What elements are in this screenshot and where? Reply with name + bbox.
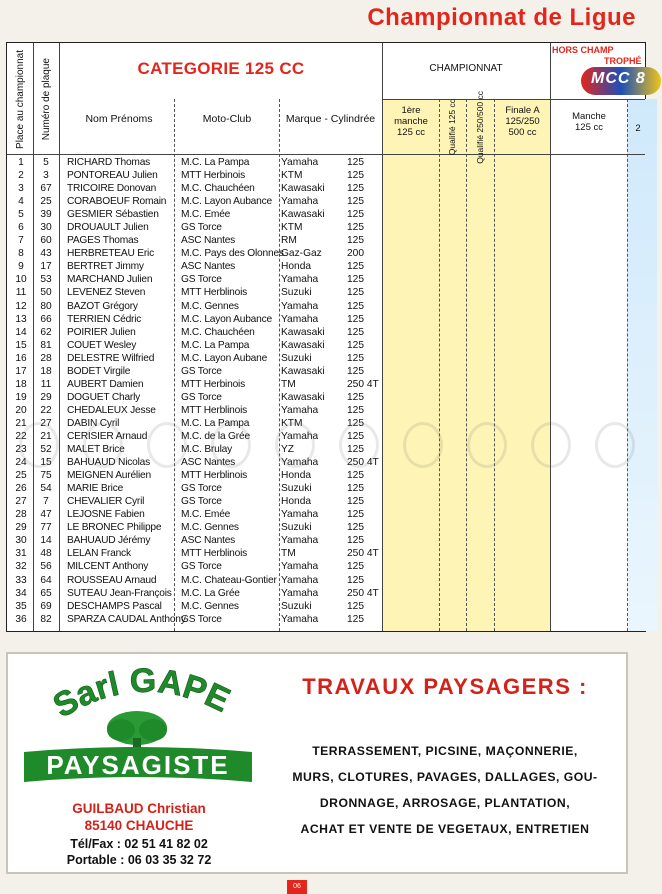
paysagiste-banner [20,742,256,786]
svg-text:PAYSAGISTE: PAYSAGISTE [46,750,230,780]
cylinder-cell: 125 [347,522,364,534]
place-cell: 14 [15,326,27,338]
club-cell: M.C. Layon Aubane [181,352,268,364]
page-title: Championnat de Ligue [367,4,636,31]
championnat-header: CHAMPIONNAT [429,63,503,74]
rider-name: CORABOEUF Romain [67,196,167,208]
brand-cell: Yamaha [281,404,319,416]
plate-cell: 17 [40,261,52,273]
club-cell: M.C. Emée [181,209,231,221]
cylinder-cell: 125 [347,561,364,573]
plate-cell: 75 [40,470,52,482]
rider-name: COUET Wesley [67,339,137,351]
club-cell: M.C. La Pampa [181,417,250,429]
table-row [7,339,647,352]
place-cell: 20 [15,404,27,416]
plate-cell: 29 [40,391,52,403]
plate-cell: 30 [40,222,52,234]
place-cell: 27 [15,496,27,508]
plate-cell: 3 [43,170,49,182]
rider-name: DROUAULT Julien [67,222,149,234]
plate-cell: 21 [40,430,52,442]
club-cell: GS Torce [181,613,222,625]
plate-cell: 56 [40,561,52,573]
table-row [7,352,647,365]
club-cell: M.C. Chauchéen [181,183,255,195]
club-cell: M.C. La Grée [181,587,240,599]
last-column-header: 2 [635,123,641,134]
place-cell: 25 [15,470,27,482]
brand-cell: KTM [281,222,303,234]
rider-name: LE BRONEC Philippe [67,522,162,534]
place-cell: 36 [15,613,27,625]
place-cell: 6 [18,222,24,234]
table-row [7,508,647,521]
place-cell: 24 [15,457,27,469]
cylinder-cell: 200 [347,248,364,260]
table-row [7,273,647,286]
place-column-header: Place au championnat [14,49,26,149]
club-cell: M.C. Brulay [181,444,233,456]
brand-column-header: Marque - Cylindrée [285,113,376,125]
service-line: MURS, CLOTURES, PAVAGES, DALLAGES, GOU- [292,770,598,784]
contact-numbers: Tél/Fax : 02 51 41 82 02 Portable : 06 03 35 32 72 [66,837,212,867]
brand-cell: Kawasaki [281,209,325,221]
club-cell: ASC Nantes [181,235,236,247]
place-cell: 5 [18,209,24,221]
brand-cell: Honda [281,470,312,482]
owner-info: GUILBAUD Christian 85140 CHAUCHE [72,801,206,833]
qualifie-125-header: Qualifié 125 cc [447,98,457,156]
rider-name: GESMIER Sébastien [67,209,159,221]
table-row [7,613,647,626]
plate-cell: 81 [40,339,52,351]
plate-cell: 48 [40,548,52,560]
club-cell: ASC Nantes [181,457,236,469]
place-cell: 35 [15,600,27,612]
rider-name: LEVENEZ Steven [67,287,146,299]
plate-cell: 11 [40,378,52,390]
rider-name: HERBRETEAU Eric [67,248,155,260]
rider-name: TERRIEN Cédric [67,313,142,325]
brand-cell: Yamaha [281,561,319,573]
rider-name: MALET Brice [67,444,125,456]
rider-name: AUBERT Damien [67,378,144,390]
table-row [7,443,647,456]
services-list [266,738,624,842]
table-row [7,587,647,600]
table-row [7,456,647,469]
brand-cell: RM [281,235,297,247]
place-cell: 31 [15,548,27,560]
rider-name: RICHARD Thomas [67,157,151,168]
club-cell: GS Torce [181,365,222,377]
table-row [7,482,647,495]
cylinder-cell: 125 [347,600,364,612]
table-row [7,156,647,169]
place-cell: 10 [15,274,27,286]
cylinder-cell: 125 [347,170,364,182]
results-table [6,42,646,632]
club-cell: MTT Herblinois [181,548,248,560]
place-cell: 21 [15,417,27,429]
brand-cell: Yamaha [281,313,319,325]
cylinder-cell: 250 4T [347,457,379,469]
table-row [7,417,647,430]
rider-name: SUTEAU Jean-François [67,587,172,599]
rider-name: DABIN Cyril [67,417,120,429]
brand-cell: Suzuki [281,600,312,612]
cylinder-cell: 250 4T [347,587,379,599]
brand-cell: Honda [281,261,312,273]
ad-headline: TRAVAUX PAYSAGERS : [302,674,588,699]
place-cell: 7 [18,235,24,247]
club-cell: M.C. Gennes [181,600,239,612]
brand-cell: Yamaha [281,300,319,312]
plate-cell: 22 [40,404,52,416]
table-row [7,560,647,573]
cylinder-cell: 125 [347,235,364,247]
table-row [7,430,647,443]
place-cell: 1 [18,157,24,168]
cylinder-cell: 125 [347,430,364,442]
rider-name: LEJOSNE Fabien [67,509,145,521]
table-row [7,326,647,339]
brand-cell: Suzuki [281,483,312,495]
table-row [7,534,647,547]
club-cell: MTT Herbinois [181,378,246,390]
cylinder-cell: 125 [347,196,364,208]
club-column-header: Moto-Club [202,113,252,125]
cylinder-cell: 125 [347,613,364,625]
table-row [7,247,647,260]
table-row [7,182,647,195]
cylinder-cell: 125 [347,574,364,586]
brand-cell: Yamaha [281,574,319,586]
rider-name: PAGES Thomas [67,235,139,247]
plate-cell: 27 [40,417,52,429]
rider-name: BAHUAUD Nicolas [67,457,151,469]
plate-cell: 28 [40,352,52,364]
rider-name: LELAN Franck [67,548,131,560]
rider-name: CHEVALIER Cyril [67,496,145,508]
brand-cell: KTM [281,417,303,429]
plate-cell: 62 [40,326,52,338]
rider-name: BODET Virgile [67,365,131,377]
cylinder-cell: 125 [347,365,364,377]
category-title: CATEGORIE 125 CC [137,59,305,78]
rider-name: TRICOIRE Donovan [67,183,157,195]
brand-cell: Yamaha [281,430,319,442]
brand-cell: Kawasaki [281,326,325,338]
place-cell: 16 [15,352,27,364]
cylinder-cell: 125 [347,535,364,547]
cylinder-cell: 125 [347,339,364,351]
place-cell: 4 [18,196,24,208]
cylinder-cell: 125 [347,274,364,286]
club-cell: M.C. Gennes [181,522,239,534]
brand-cell: Yamaha [281,509,319,521]
plate-cell: 69 [40,600,52,612]
cylinder-cell: 125 [347,470,364,482]
plate-cell: 54 [40,483,52,495]
name-column-header: Nom Prénoms [85,113,153,125]
mcc-logo: MCC 8 [581,67,661,95]
plate-cell: 65 [40,587,52,599]
ad-logo-block [14,660,264,870]
place-cell: 15 [15,339,27,351]
brand-cell: Suzuki [281,352,312,364]
rider-name: DOGUET Charly [67,391,141,403]
club-cell: M.C. La Pampa [181,339,250,351]
svg-text:Sarl GAPE: Sarl GAPE [46,661,236,726]
place-cell: 9 [18,261,24,273]
club-cell: M.C. Layon Aubance [181,313,272,325]
place-cell: 32 [15,561,27,573]
rider-name: DESCHAMPS Pascal [67,600,162,612]
plate-cell: 7 [43,496,49,508]
brand-cell: TM [281,548,296,560]
plate-cell: 82 [40,613,52,625]
club-cell: ASC Nantes [181,535,236,547]
cylinder-cell: 125 [347,391,364,403]
place-cell: 2 [18,170,24,182]
table-row [7,234,647,247]
place-cell: 12 [15,300,27,312]
plate-cell: 25 [40,196,52,208]
cylinder-cell: 125 [347,222,364,234]
place-cell: 22 [15,430,27,442]
rider-name: MILCENT Anthony [67,561,149,573]
cylinder-cell: 125 [347,313,364,325]
manche1-header: 1ère manche 125 cc [394,105,428,138]
club-cell: GS Torce [181,222,222,234]
place-cell: 17 [15,365,27,377]
table-row [7,195,647,208]
place-cell: 29 [15,522,27,534]
plate-cell: 43 [40,248,52,260]
club-cell: M.C. Pays des Olonnes [181,248,284,260]
plate-column-header: Numéro de plaque [40,57,52,141]
brand-cell: KTM [281,170,303,182]
rider-name: BERTRET Jimmy [67,261,144,273]
table-row [7,260,647,273]
advertisement [6,652,628,874]
club-cell: GS Torce [181,561,222,573]
table-row [7,313,647,326]
plate-cell: 67 [40,183,52,195]
rider-name: MEIGNEN Aurélien [67,470,151,482]
place-cell: 18 [15,378,27,390]
brand-cell: Suzuki [281,522,312,534]
cylinder-cell: 125 [347,157,364,168]
plate-cell: 5 [43,157,49,168]
club-cell: MTT Herbinois [181,170,246,182]
brand-cell: Kawasaki [281,183,325,195]
cylinder-cell: 125 [347,300,364,312]
club-cell: M.C. de la Grée [181,430,250,442]
page-number: 06 [287,880,307,894]
results-rows [7,156,647,626]
plate-cell: 14 [40,535,52,547]
cylinder-cell: 125 [347,183,364,195]
brand-cell: TM [281,378,296,390]
plate-cell: 60 [40,235,52,247]
club-cell: M.C. Layon Aubance [181,196,272,208]
cylinder-cell: 125 [347,417,364,429]
plate-cell: 77 [40,522,52,534]
brand-cell: Kawasaki [281,339,325,351]
plate-cell: 15 [40,457,52,469]
rider-name: BAHUAUD Jérémy [67,535,151,547]
service-line: ACHAT ET VENTE DE VEGETAUX, ENTRETIEN [300,822,590,836]
plate-cell: 53 [40,274,52,286]
brand-cell: Gaz-Gaz [281,248,322,260]
table-row [7,391,647,404]
cylinder-cell: 250 4T [347,378,379,390]
place-cell: 13 [15,313,27,325]
table-row [7,169,647,182]
brand-cell: Yamaha [281,196,319,208]
service-line: DRONNAGE, ARROSAGE, PLANTATION, [319,796,571,810]
table-row [7,300,647,313]
club-cell: M.C. Chauchéen [181,326,255,338]
brand-cell: Suzuki [281,287,312,299]
service-line: TERRASSEMENT, PICSINE, MAÇONNERIE, [312,744,578,758]
brand-cell: Yamaha [281,587,319,599]
club-cell: GS Torce [181,483,222,495]
finale-a-header: Finale A 125/250 500 cc [505,105,540,138]
place-cell: 26 [15,483,27,495]
table-row [7,521,647,534]
plate-cell: 66 [40,313,52,325]
club-cell: M.C. La Pampa [181,157,250,168]
table-row [7,469,647,482]
plate-cell: 50 [40,287,52,299]
club-cell: M.C. Emée [181,509,231,521]
plate-cell: 52 [40,444,52,456]
brand-cell: Yamaha [281,274,319,286]
brand-cell: Yamaha [281,535,319,547]
table-row [7,221,647,234]
cylinder-cell: 125 [347,444,364,456]
rider-name: CHEDALEUX Jesse [67,404,156,416]
table-row [7,378,647,391]
club-cell: MTT Herblinois [181,470,248,482]
cylinder-cell: 125 [347,287,364,299]
rider-name: ROUSSEAU Arnaud [67,574,157,586]
place-cell: 19 [15,391,27,403]
club-cell: GS Torce [181,274,222,286]
table-row [7,208,647,221]
plate-cell: 80 [40,300,52,312]
brand-cell: Yamaha [281,157,319,168]
rider-name: MARIE Brice [67,483,124,495]
brand-cell: Yamaha [281,613,319,625]
cylinder-cell: 125 [347,261,364,273]
club-cell: GS Torce [181,496,222,508]
plate-cell: 18 [40,365,52,377]
rider-name: BAZOT Grégory [67,300,138,312]
brand-cell: Honda [281,496,312,508]
qualifie-250-header: Qualifié 250/500 cc [475,90,485,164]
brand-cell: Kawasaki [281,391,325,403]
place-cell: 34 [15,587,27,599]
club-cell: GS Torce [181,391,222,403]
rider-name: MARCHAND Julien [67,274,153,286]
plate-cell: 47 [40,509,52,521]
place-cell: 8 [18,248,24,260]
cylinder-cell: 125 [347,509,364,521]
place-cell: 28 [15,509,27,521]
table-row [7,286,647,299]
plate-cell: 39 [40,209,52,221]
brand-cell: Yamaha [281,457,319,469]
place-cell: 3 [18,183,24,195]
table-row [7,547,647,560]
table-row [7,495,647,508]
cylinder-cell: 125 [347,326,364,338]
table-row [7,600,647,613]
brand-cell: Kawasaki [281,365,325,377]
rider-name: POIRIER Julien [67,326,136,338]
brand-cell: YZ [281,444,295,456]
cylinder-cell: 125 [347,352,364,364]
place-cell: 30 [15,535,27,547]
club-cell: MTT Herblinois [181,404,248,416]
cylinder-cell: 125 [347,209,364,221]
cylinder-cell: 125 [347,496,364,508]
rider-name: PONTOREAU Julien [67,170,158,182]
club-cell: ASC Nantes [181,261,236,273]
place-cell: 23 [15,444,27,456]
cylinder-cell: 125 [347,404,364,416]
table-row [7,365,647,378]
club-cell: M.C. Gennes [181,300,239,312]
rider-name: CERISIER Arnaud [67,430,148,442]
plate-cell: 64 [40,574,52,586]
cylinder-cell: 125 [347,483,364,495]
cylinder-cell: 250 4T [347,548,379,560]
club-cell: MTT Herblinois [181,287,248,299]
rider-name: DELESTRE Wilfried [67,352,155,364]
table-row [7,574,647,587]
manche-header: Manche 125 cc [572,111,606,133]
place-cell: 11 [15,287,27,299]
hors-championnat-header: HORS CHAMP TROPHÉ [552,45,642,66]
place-cell: 33 [15,574,27,586]
rider-name: SPARZA CAUDAL Anthony [67,613,186,625]
table-row [7,404,647,417]
club-cell: M.C. Chateau-Gontier [181,574,277,586]
